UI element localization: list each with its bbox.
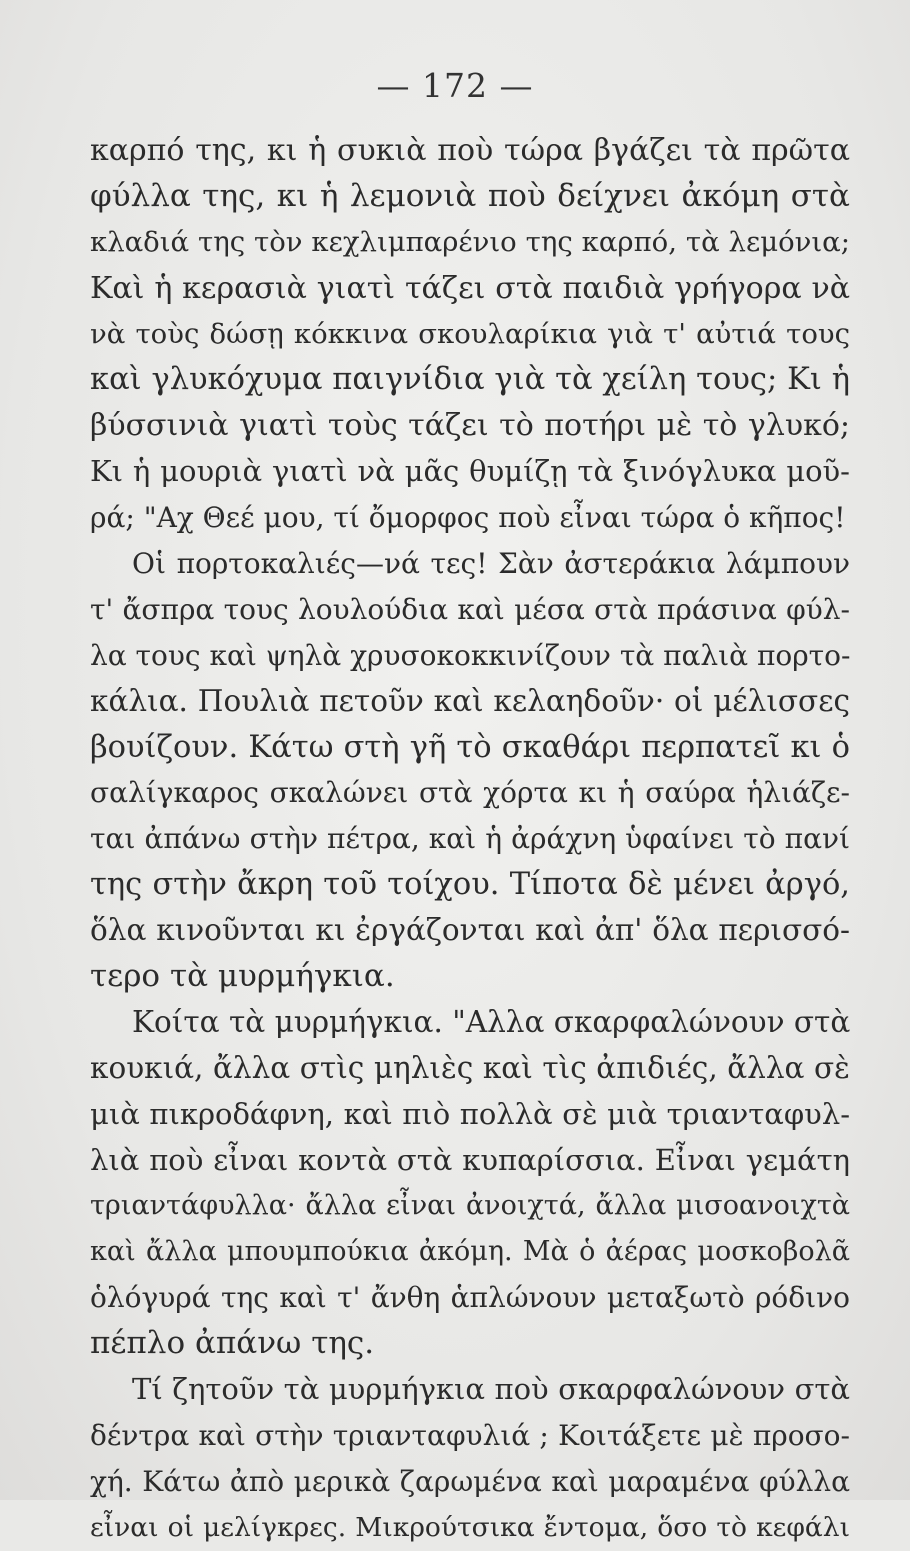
text-line: μιὰ πικροδάφνη, καὶ πιὸ πολλὰ σὲ μιὰ τριανταφυλ- xyxy=(90,1096,850,1131)
text-line: Τί ζητοῦν τὰ μυρμήγκια ποὺ σκαρφαλώνουν στὰ xyxy=(132,1372,850,1407)
text-line: ὁλόγυρά της καὶ τ' ἄνθη ἁπλώνουν μεταξωτὸ ρόδινο xyxy=(90,1281,850,1315)
text-line: Κι ἡ μουριὰ γιατὶ νὰ μᾶς θυμίζῃ τὰ ξινόγλυκα μοῦ- xyxy=(90,454,850,489)
text-line: καὶ ἄλλα μπουμπούκια ἀκόμη. Μὰ ὁ ἀέρας μοσκοβολᾶ xyxy=(90,1236,850,1268)
text-line: λα τους καὶ ψηλὰ χρυσοκοκκινίζουν τὰ παλιὰ πορτο- xyxy=(90,638,851,672)
text-line: καρπό της, κι ἡ συκιὰ ποὺ τώρα βγάζει τὰ πρῶτα xyxy=(90,133,850,168)
text-line: χή. Κάτω ἀπὸ μερικὰ ζαρωμένα καὶ μαραμένα φύλλα xyxy=(90,1464,850,1498)
text-line: δέντρα καὶ στὴν τριανταφυλιά ; Κοιτάξετε μὲ προσο- xyxy=(90,1418,850,1452)
text-line: σαλίγκαρος σκαλώνει στὰ χόρτα κι ἡ σαύρα ἡλιάζε- xyxy=(90,776,850,810)
text-line: τριαντάφυλλα· ἄλλα εἶναι ἀνοιχτά, ἄλλα μισοανοιχτὰ xyxy=(90,1190,850,1222)
text-line: βύσσινιὰ γιατὶ τοὺς τάζει τὸ ποτήρι μὲ τὸ γλυκό; xyxy=(90,408,850,444)
text-line: καὶ γλυκόχυμα παιγνίδια γιὰ τὰ χείλη τους; Κι ἡ xyxy=(90,362,850,398)
text-line: ὅλα κινοῦνται κι ἐργάζονται καὶ ἀπ' ὅλα περισσό- xyxy=(90,913,850,948)
text-line: ται ἀπάνω στὴν πέτρα, καὶ ἡ ἀράχνη ὑφαίνει τὸ πανί xyxy=(90,822,850,856)
text-line: εἶναι οἱ μελίγκρες. Μικρούτσικα ἔντομα, ὅσο τὸ κεφάλι xyxy=(90,1511,850,1543)
text-line: λιὰ ποὺ εἶναι κοντὰ στὰ κυπαρίσσια. Εἶναι γεμάτη xyxy=(90,1142,850,1177)
body-text xyxy=(90,128,850,1551)
text-line: βουίζουν. Κάτω στὴ γῆ τὸ σκαθάρι περπατεῖ κι ὁ xyxy=(90,729,850,765)
text-line: κάλια. Πουλιὰ πετοῦν καὶ κελαηδοῦν· οἱ μέλισσες xyxy=(90,683,850,718)
text-line: της στὴν ἄκρη τοῦ τοίχου. Τίποτα δὲ μένει ἀργό, xyxy=(90,867,850,903)
text-line: νὰ τοὺς δώσῃ κόκκινα σκουλαρίκια γιὰ τ' αὐτιά τους xyxy=(90,317,850,350)
text-line: τ' ἄσπρα τους λουλούδια καὶ μέσα στὰ πράσινα φύλ- xyxy=(90,592,850,626)
text-line: Κοίτα τὰ μυρμήγκια. "Αλλα σκαρφαλώνουν στὰ xyxy=(132,1004,851,1039)
text-line: ρά; "Αχ Θεέ μου, τί ὄμορφος ποὺ εἶναι τώρα ὁ κῆπος! xyxy=(90,501,846,535)
text-line: Καὶ ἡ κερασιὰ γιατὶ τάζει στὰ παιδιὰ γρήγορα νὰ xyxy=(90,270,850,306)
text-line: φύλλα της, κι ἡ λεμονιὰ ποὺ δείχνει ἀκόμη στὰ xyxy=(90,177,850,214)
text-line: πέπλο ἀπάνω της. xyxy=(90,1325,375,1362)
text-line: κουκιά, ἄλλα στὶς μηλιὲς καὶ τὶς ἀπιδιές, ἄλλα σὲ xyxy=(90,1050,850,1085)
text-line: τερο τὰ μυρμήγκια. xyxy=(90,958,395,995)
text-line: Οἱ πορτοκαλιές—νά τες! Σὰν ἀστεράκια λάμπουν xyxy=(132,547,850,581)
page-number: — 172 — xyxy=(376,66,534,105)
text-line: κλαδιά της τὸν κεχλιμπαρένιο της καρπό, τὰ λεμόνια; xyxy=(90,225,850,258)
